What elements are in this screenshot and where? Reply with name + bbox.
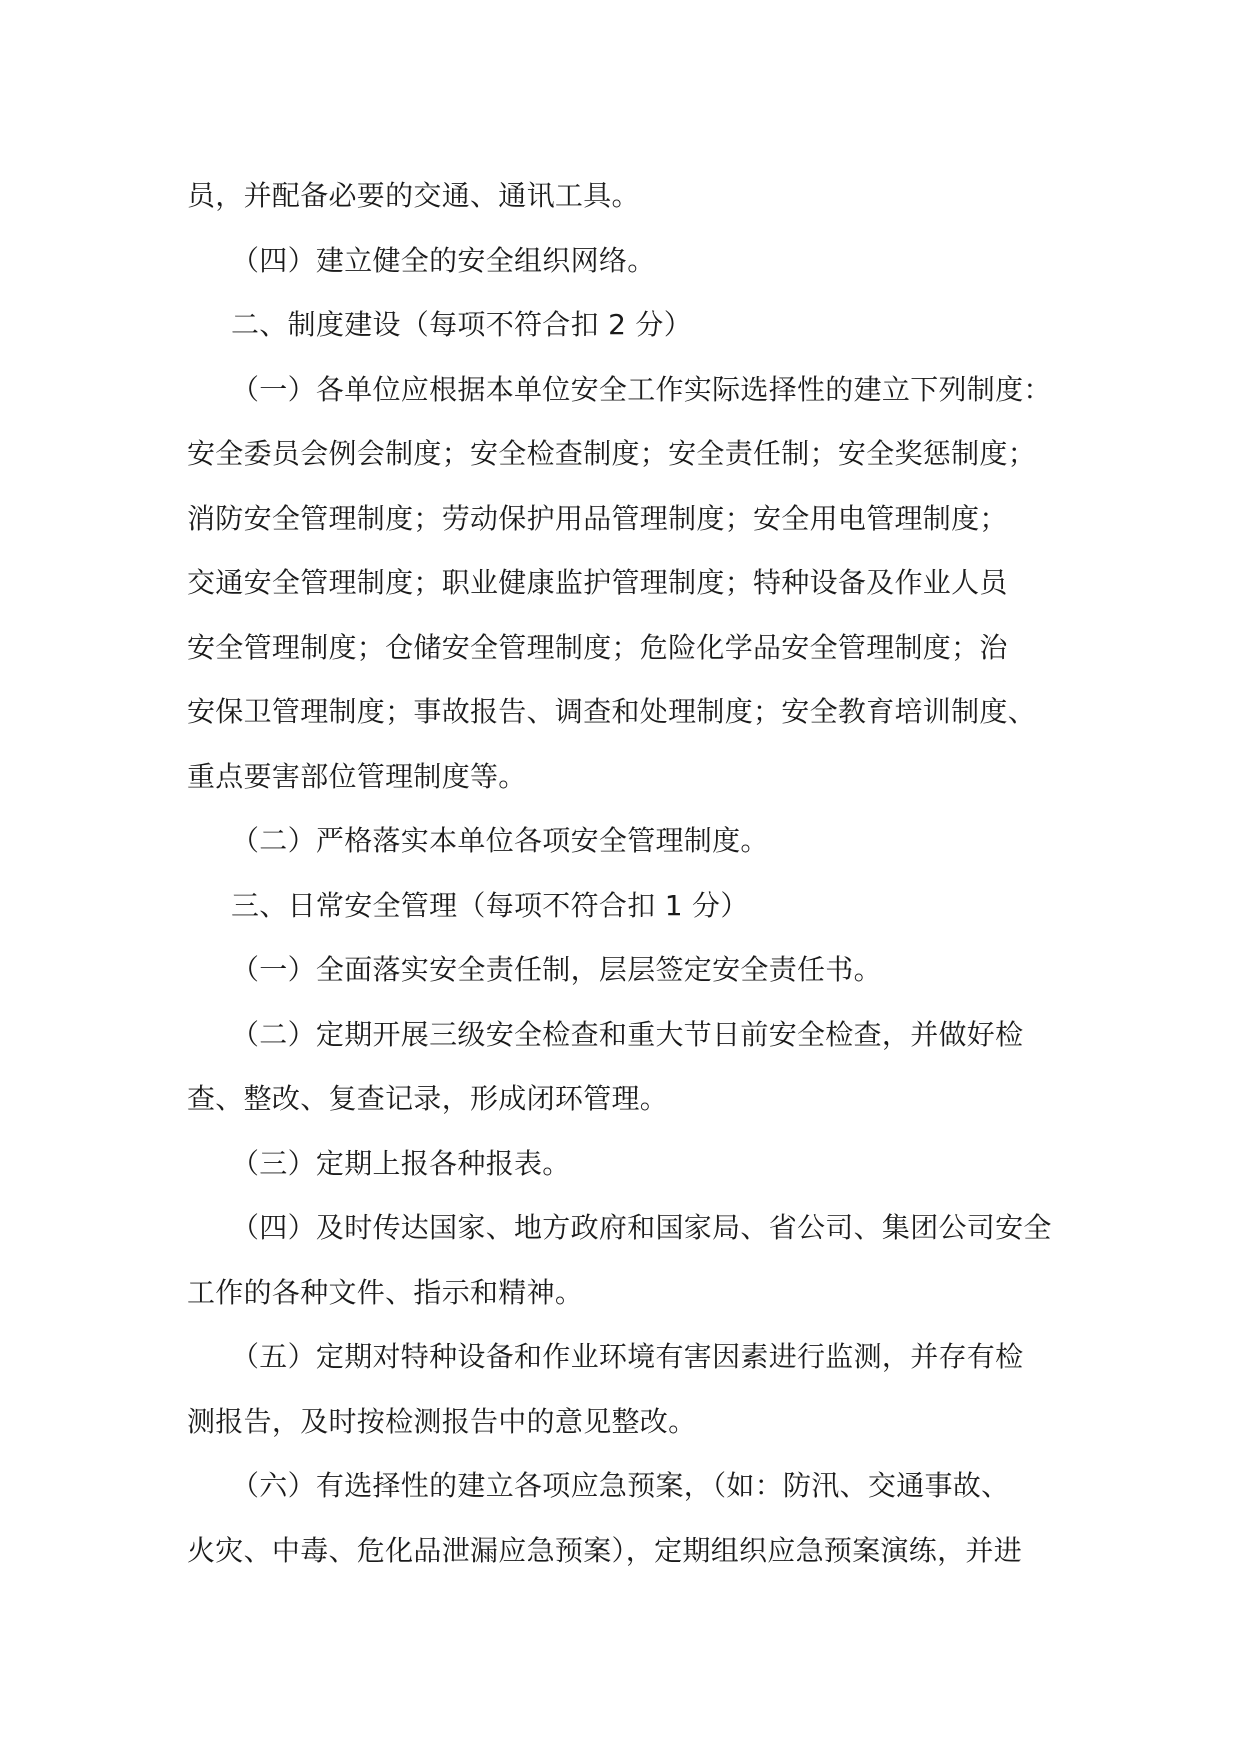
text-line: 员，并配备必要的交通、通讯工具。: [187, 179, 640, 212]
text-line: 工作的各种文件、指示和精神。: [187, 1275, 584, 1309]
text-line: 安保卫管理制度；事故报告、调查和处理制度；安全教育培训制度、: [187, 695, 1037, 728]
text-line: 消防安全管理制度；劳动保护用品管理制度；安全用电管理制度；: [187, 501, 1008, 535]
text-line: 交通安全管理制度；职业健康监护管理制度；特种设备及作业人员: [187, 566, 1008, 599]
text-line: （二）定期开展三级安全检查和重大节日前安全检查，并做好检: [231, 1017, 1024, 1051]
text-line: （五）定期对特种设备和作业环境有害因素进行监测，并存有检: [231, 1340, 1024, 1373]
text-line: （六）有选择性的建立各项应急预案，（如：防汛、交通事故、: [231, 1469, 1010, 1502]
text-line: 查、整改、复查记录，形成闭环管理。: [187, 1082, 669, 1115]
text-line: 安全管理制度；仓储安全管理制度；危险化学品安全管理制度；治: [187, 630, 1008, 664]
text-line: （二）严格落实本单位各项安全管理制度。: [231, 824, 769, 857]
text-line: （一）各单位应根据本单位安全工作实际选择性的建立下列制度：: [231, 372, 1052, 406]
text-line: 火灾、中毒、危化品泄漏应急预案），定期组织应急预案演练，并进: [187, 1533, 1023, 1567]
text-line: （三）定期上报各种报表。: [231, 1146, 571, 1180]
text-line: 安全委员会例会制度；安全检查制度；安全责任制；安全奖惩制度；: [187, 437, 1037, 470]
text-line: 重点要害部位管理制度等。: [187, 759, 527, 793]
text-line: （一）全面落实安全责任制，层层签定安全责任书。: [231, 953, 882, 986]
text-line: （四）及时传达国家、地方政府和国家局、省公司、集团公司安全: [231, 1211, 1052, 1244]
text-line: （四）建立健全的安全组织网络。: [231, 243, 656, 277]
text-line: 测报告，及时按检测报告中的意见整改。: [187, 1404, 697, 1438]
section-heading: 二、制度建设（每项不符合扣 2 分）: [231, 308, 693, 341]
section-heading: 三、日常安全管理（每项不符合扣 1 分）: [231, 888, 749, 922]
document-body: [187, 164, 1067, 1583]
